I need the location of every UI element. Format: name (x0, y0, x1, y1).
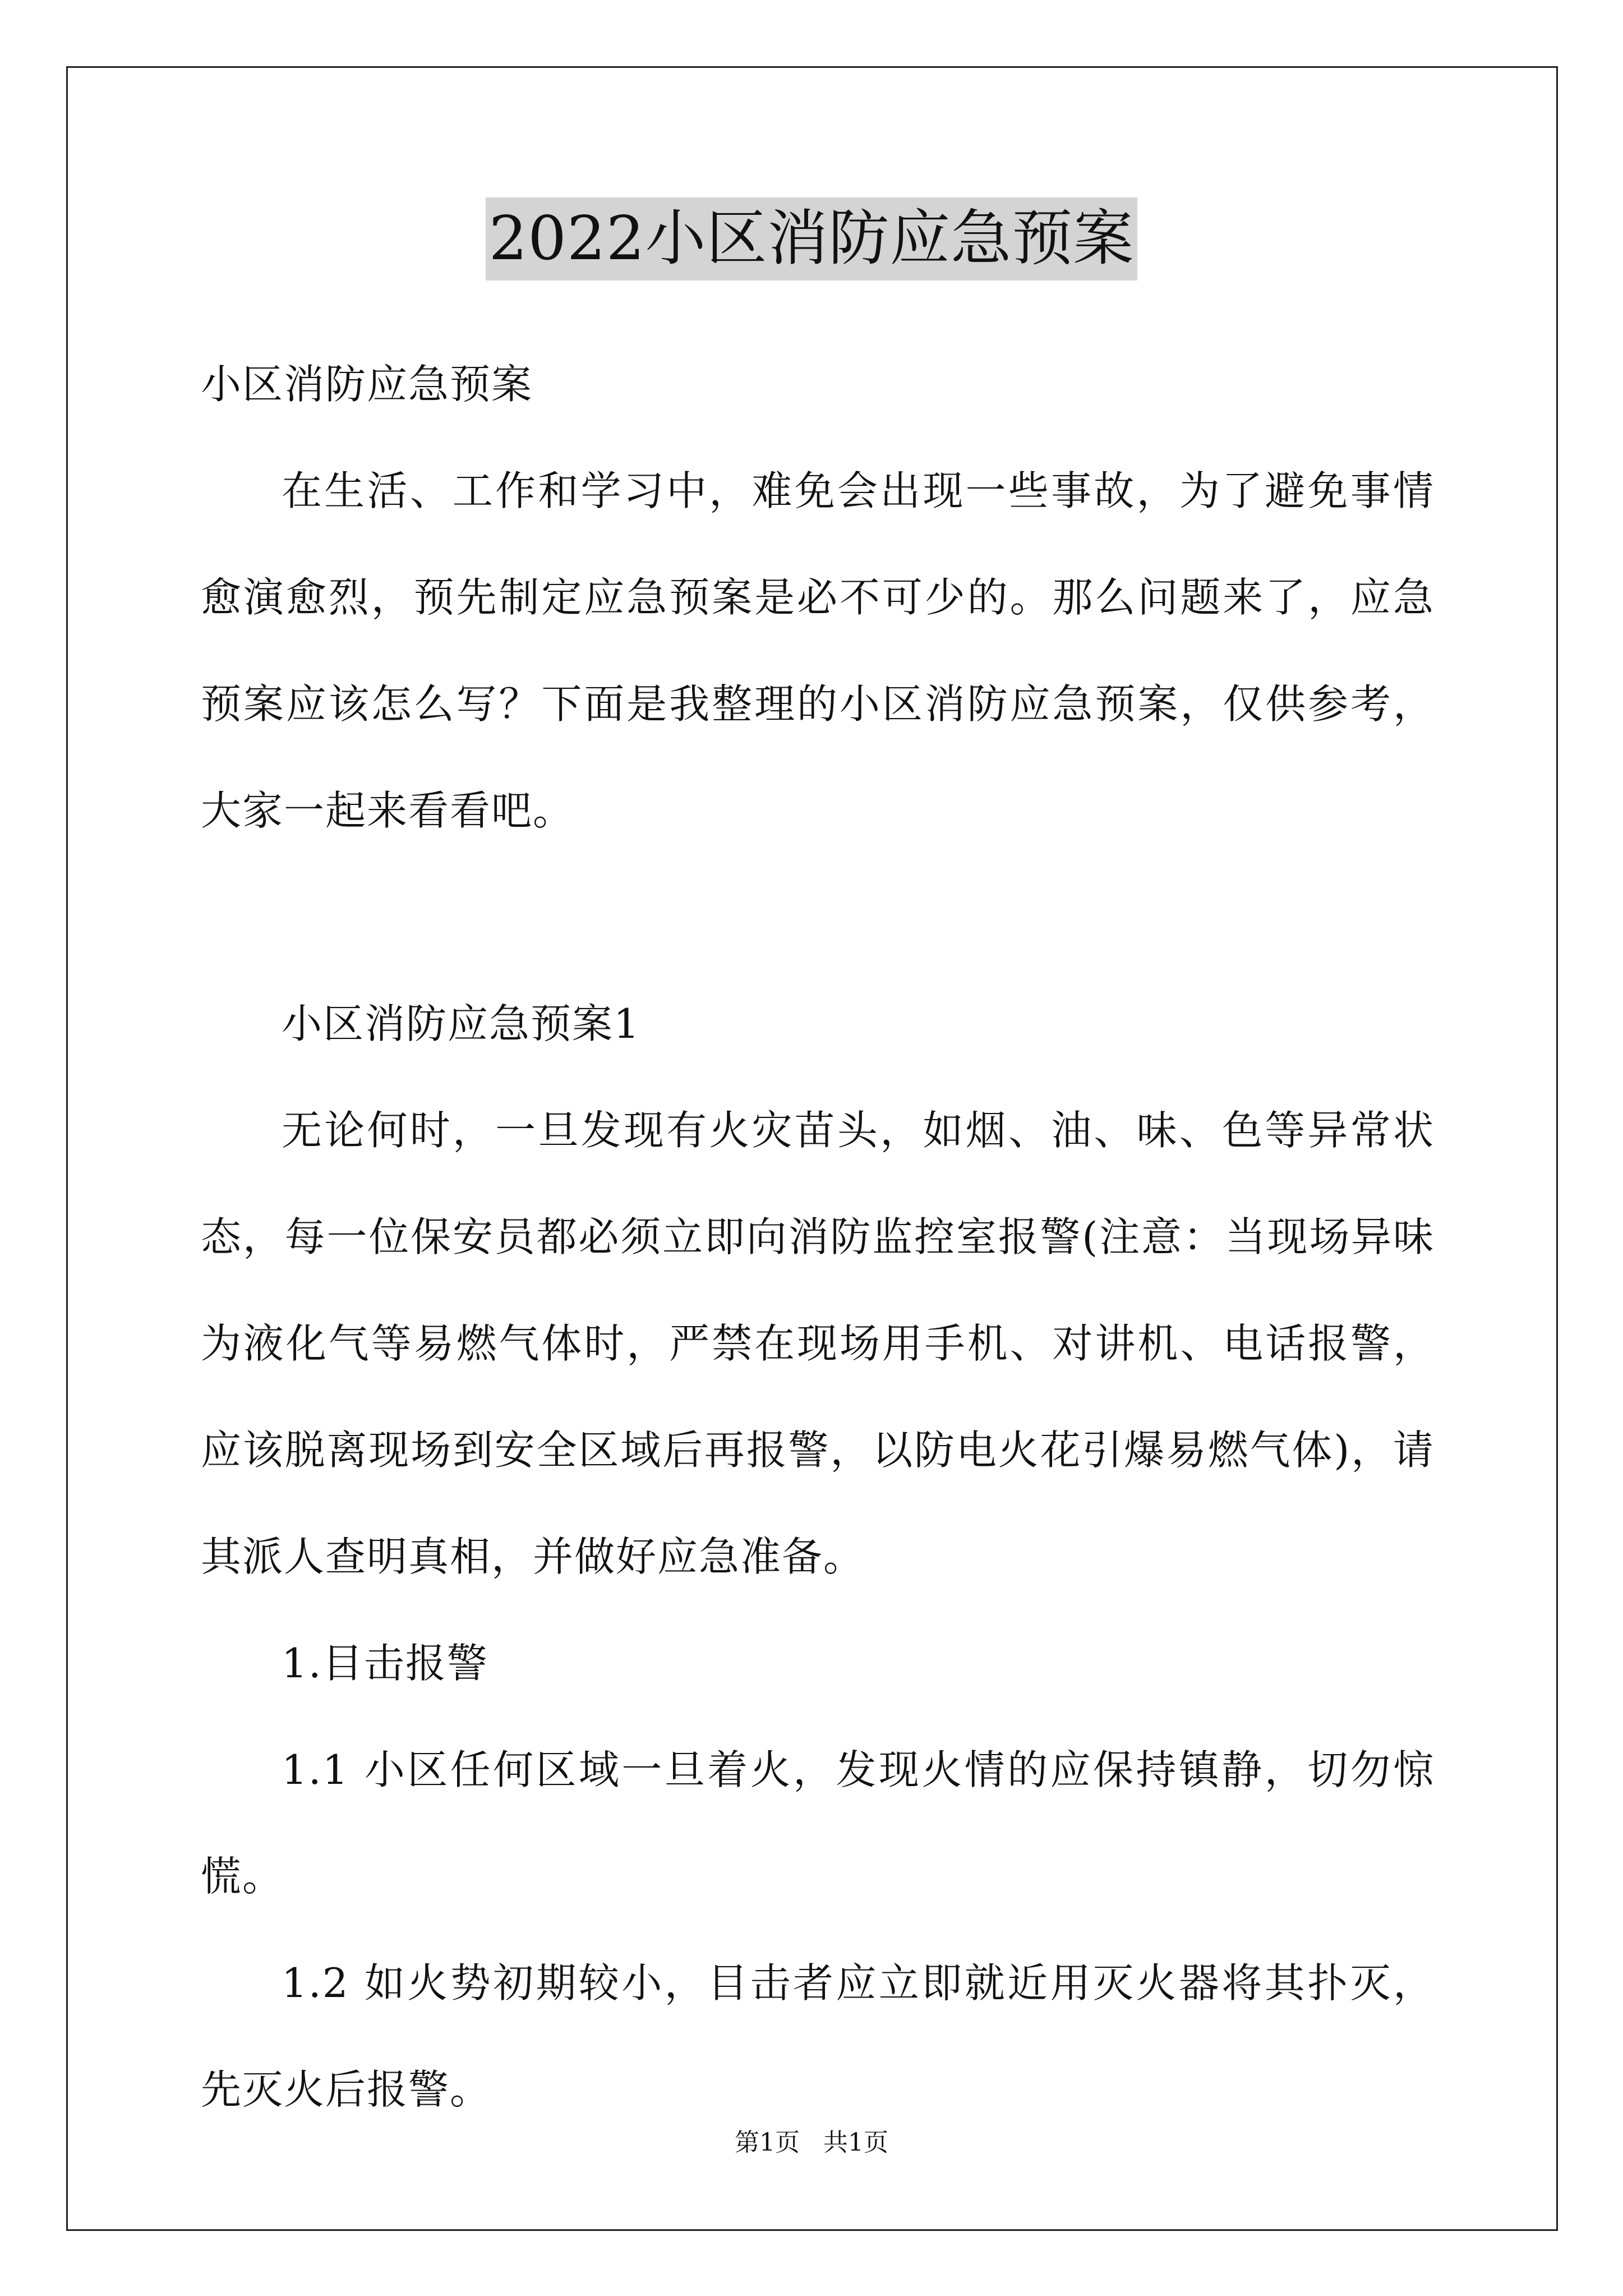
title-container (0, 197, 1623, 280)
section-heading: 小区消防应急预案1 (282, 1000, 640, 1047)
subtitle-paragraph: 小区消防应急预案 (201, 361, 533, 408)
paragraph-spacer (201, 864, 1435, 970)
intro-paragraph: 在生活、工作和学习中，难免会出现一些事故，为了避免事情愈演愈烈，预先制定应急预案是必不可少的。那么问题来了，应急预案应该怎么写？下面是我整理的小区消防应急预案，仅供参考，大家一起来看看吧。 (201, 467, 1435, 834)
list-item-1-2: 1.2 如火势初期较小，目击者应立即就近用灭火器将其扑灭，先灭火后报警。 (201, 1959, 1435, 2113)
page-total: 共1页 (823, 2128, 888, 2157)
document-body (201, 331, 1435, 2143)
page-number: 第1页 (735, 2128, 800, 2157)
document-title: 2022小区消防应急预案 (486, 197, 1138, 280)
page-footer (0, 2126, 1623, 2160)
list-item-1: 1.目击报警 (282, 1640, 488, 1687)
section-body-paragraph: 无论何时，一旦发现有火灾苗头，如烟、油、味、色等异常状态，每一位保安员都必须立即向消防监控室报警(注意：当现场异味为液化气等易燃气体时，严禁在现场用手机、对讲机、电话报警，应该脱离现场到安全区域后再报警，以防电火花引爆易燃气体)，请其派人查明真相，并做好应急准备。 (201, 1107, 1435, 1580)
list-item-1-1: 1.1 小区任何区域一旦着火，发现火情的应保持镇静，切勿惊慌。 (201, 1746, 1435, 1900)
